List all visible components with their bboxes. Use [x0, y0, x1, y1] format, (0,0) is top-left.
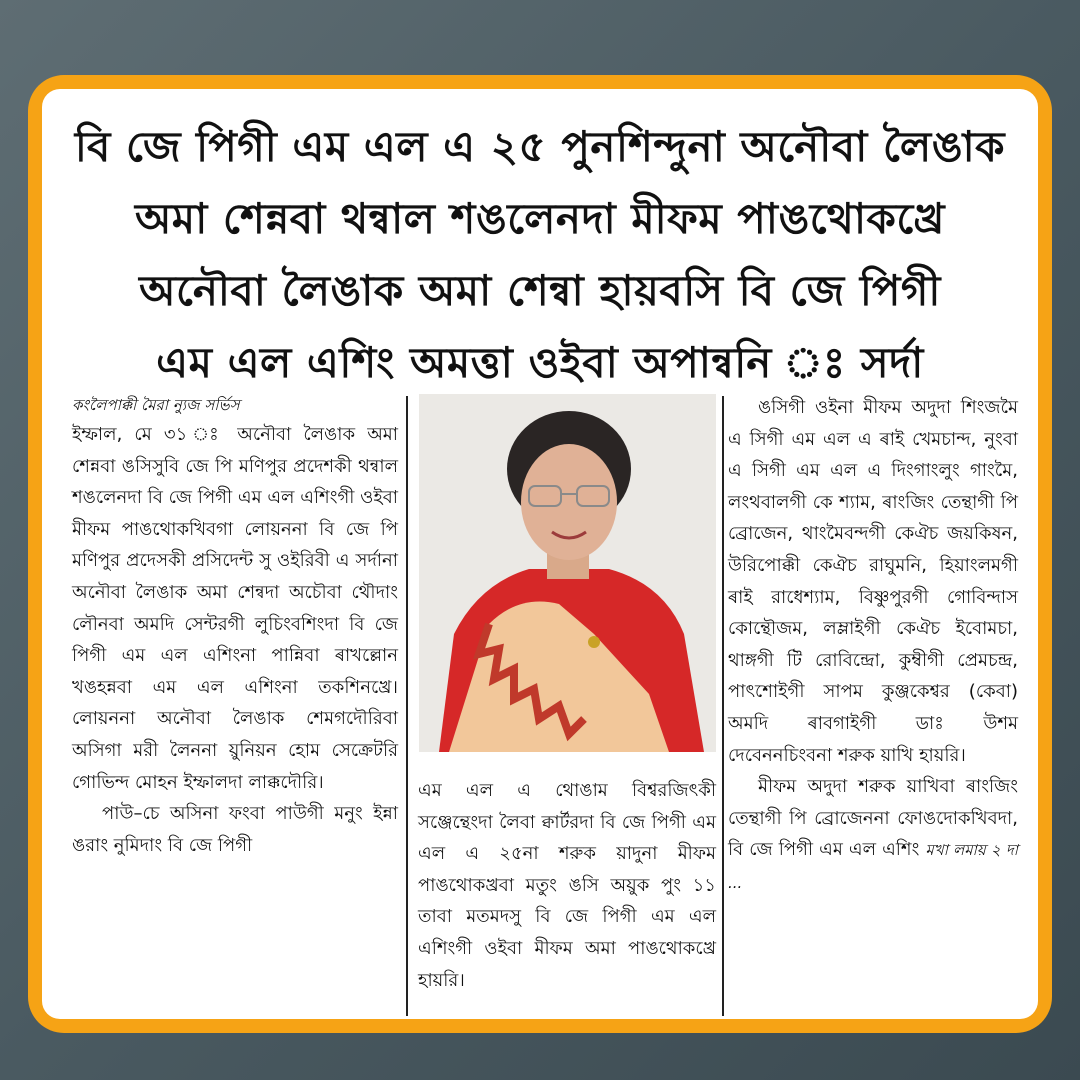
left-column	[72, 419, 398, 861]
headline-line-3: অনৌবা লৈঙাক অমা শেন্বা হায়বসি বি জে পিগী	[139, 266, 941, 315]
headline-line-1: বি জে পিগী এম এল এ ২৫ পুনশিন্দুনা অনৌবা লৈঙাক	[74, 122, 1006, 171]
right-paragraph-1: ঙসিগী ওইনা মীফম অদুদা শিংজমৈ এ সিগী এম এল এ ৰাই খেমচান্দ, নুংবা এ সিগী এম এল এ দিংগাংলুং গাংমৈ, লংথবালগী কে শ্যাম, ৰাংজিং তেন্থাগী পি ব্রোজেন, থাংমৈবন্দগী কেঐচ জয়কিষন, উরিপোক্কী কেঐচ রাঘুমনি, হিয়াংলমগী ৰাই রাধেশ্যাম, বিষ্ণুপুরগী গোবিন্দাস কোন্থৌজম, লম্লাইগী কেঐচ ইবোমচা, থাঙ্গগী টি রোবিন্দ্রো, কুম্বীগী প্রেমচন্দ্র, পাৎশোইগী সাপম কুঞ্জকেশ্বর (কেবা) অমদি ৰাবগাইগী ডাঃ উশম দেবেননচিংবনা শরুক য়াখি হায়রি।	[728, 397, 1018, 766]
column-divider-left	[406, 396, 408, 1016]
continued-notice: মখা লমায় ২ দা ...	[728, 841, 1018, 892]
byline: কংলৈপাক্কী মৈরা ন্যুজ সর্ভিস	[72, 396, 240, 414]
right-paragraph-2-text: মীফম অদুদা শরুক য়াখিবা ৰাংজিং তেন্থাগী পি ব্রোজেননা ফোঙদোকখিবদা, বি জে পিগী এম এল এশিং	[728, 776, 1018, 861]
portrait-photo	[419, 394, 716, 752]
headline-line-2: অমা শেন্নবা থন্বাল শঙলেনদা মীফম পাঙথোকখ্রে	[134, 194, 946, 243]
left-paragraph-1: ইম্ফাল, মে ৩১ ঃ অনৌবা লৈঙাক অমা শেন্নবা ঙসিসুবি জে পি মণিপুর প্রদেশকী থন্বাল শঙলেনদা বি জে পিগী এম এল এশিংগী ওইবা মীফম পাঙথোকখিবগা লোয়ননা বি জে পি মণিপুর প্রদেসকী প্রসিদেন্ট সু ওইরিবী এ সর্দানা অনৌবা লৈঙাক অমা শেন্বদা অচৌবা থৌদাং লৌনবা অমদি সেন্টরগী লুচিংবশিংদা বি জে পিগী এম এল এশিংনা পান্নিবা ৰাখল্লোন খঙহন্নবা এম এল এশিংনা তকশিনখ্রে। লোয়ননা অনৌবা লৈঙাক শেমগদৌরিবা অসিগা মরী লৈননা য়ুনিয়ন হোম সেক্রেটরি গোভিন্দ মোহন ইম্ফালদা লাক্কদৌরি।	[72, 424, 398, 793]
column-divider-right	[722, 396, 724, 1016]
headline-line-4: এম এল এশিং অমত্তা ওইবা অপান্বনি ঃ সর্দা	[156, 338, 924, 387]
right-paragraph-2	[728, 771, 1018, 899]
orange-frame	[28, 75, 1052, 1033]
headline	[42, 111, 1038, 399]
left-paragraph-2: পাউ–চে অসিনা ফংবা পাউগী মনুং ইন্না ঙরাং নুমিদাং বি জে পিগী	[72, 803, 398, 856]
middle-column: এম এল এ থোঙাম বিশ্বরজিৎকী সঞ্জেন্থেংদা লৈবা ক্বার্টরদা বি জে পিগী এম এল এ ২৫না শরুক য়াদুনা মীফম পাঙথোকখ্রবা মতুং ঙসি অয়ুক পুং ১১ তাবা মতমদসু বি জে পিগী এম এল এশিংগী ওইবা মীফম অমা পাঙথোকখ্রে হায়রি।	[418, 780, 716, 991]
right-column	[728, 392, 1018, 900]
newspaper-clipping	[42, 89, 1038, 1019]
portrait-illustration	[419, 394, 716, 752]
